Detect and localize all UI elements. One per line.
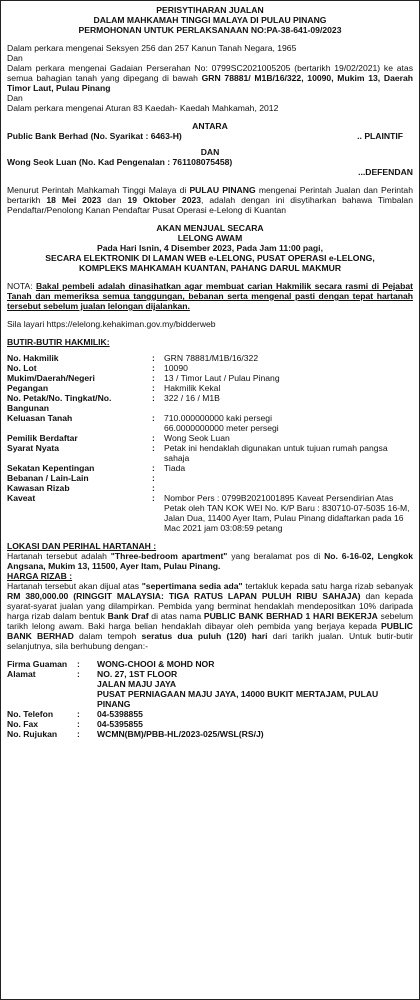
hakmilik-row-separator: : — [152, 373, 155, 383]
firm-row-label: Firma Guaman — [7, 659, 68, 669]
hakmilik-row-separator: : — [152, 443, 155, 453]
hakmilik-row-label: Syarat Nyata — [7, 443, 60, 453]
plaintiff-row — [7, 131, 413, 141]
hakmilik-row-separator: : — [152, 393, 155, 403]
hakmilik-row-value: 322 / 16 / M1B — [164, 393, 220, 403]
auction-line-1: AKAN MENJUAL SECARA — [156, 223, 264, 233]
title-reference: GRN 78881/ M1B/16/322, 10090, Mukim 13, Daerah Timor Laut, Pulau Pinang — [7, 73, 413, 93]
hakmilik-row — [7, 483, 413, 493]
firm-row — [7, 719, 413, 729]
hakmilik-row-value: Nombor Pers : 0799B2021001895 Kaveat Persendirian Atas Petak oleh TAN KOK WEI No. K/P Baru : 830710-07-5035 16-M, Jalan Dua, 11400 Ayer Itam, Pulau Pinang didaftarkan pada 16 Mac 2021 jam 03:08:59 petang — [164, 493, 410, 533]
defendant-role: ...DEFENDAN — [358, 167, 413, 177]
hakmilik-heading: BUTIR-BUTIR HAKMILIK: — [7, 337, 110, 347]
firm-row-separator — [77, 689, 97, 709]
dan-label: DAN — [200, 147, 220, 157]
firm-row-value: NO. 27, 1ST FLOOR — [97, 669, 178, 679]
lokasi-heading: LOKASI DAN PERIHAL HARTANAH : — [7, 541, 157, 551]
hakmilik-row-separator: : — [152, 473, 155, 483]
harga-heading: HARGA RIZAB : — [7, 571, 73, 581]
hakmilik-row-label: Kawasan Rizab — [7, 483, 70, 493]
antara-label: ANTARA — [192, 121, 228, 131]
firm-row-value: 04-5395855 — [97, 719, 143, 729]
hakmilik-row — [7, 473, 413, 483]
hakmilik-row — [7, 413, 413, 433]
hakmilik-row-separator: : — [152, 383, 155, 393]
hakmilik-row-value — [164, 473, 413, 483]
firm-row-value: JALAN MAJU JAYA — [97, 679, 177, 689]
firm-row-separator: : — [77, 659, 80, 669]
hakmilik-row-label: No. Hakmilik — [7, 353, 59, 363]
firm-row-value: WCMN(BM)/PBB-HL/2023-025/WSL(RS/J) — [97, 729, 264, 739]
hakmilik-row-label: Kaveat — [7, 493, 36, 503]
auction-venue-1: SECARA ELEKTRONIK DI LAMAN WEB e-LELONG, PUSAT OPERASI e-LELONG, — [45, 253, 375, 263]
firm-row — [7, 689, 413, 709]
hakmilik-row-label: Keluasan Tanah — [7, 413, 73, 423]
firm-row-label: No. Fax — [7, 719, 39, 729]
firm-table — [7, 659, 413, 739]
hakmilik-row-value: GRN 78881/M1B/16/322 — [164, 353, 259, 363]
nota-text: Bakal pembeli adalah dinasihatkan agar membuat carian Hakmilik secara rasmi di Pejabat Tanah dan memeriksa semua tanggungan, bebanan serta mengenal pasti dengan tepat hartanah tersebut sebelum jualan lelongan dijalankan. — [7, 281, 413, 311]
auction-date: Pada Hari Isnin, 4 Disember 2023, Pada Jam 11:00 pagi, — [97, 243, 323, 253]
hakmilik-row — [7, 393, 413, 413]
lokasi-paragraph: Hartanah tersebut adalah "Three-bedroom apartment" yang beralamat pos di No. 6-16-02, Lengkok Angsana, Mukim 13, 11500, Ayer Itam, Pulau Pinang. — [7, 551, 414, 571]
firm-row-value: 04-5398855 — [97, 709, 143, 719]
firm-row-value: PUSAT PERNIAGAAN MAJU JAYA, 14000 BUKIT MERTAJAM, PULAU PINANG — [97, 689, 379, 709]
plaintiff-role: .. PLAINTIF — [357, 131, 403, 141]
hakmilik-row — [7, 373, 413, 383]
firm-row-label — [7, 689, 77, 709]
hakmilik-row-value: 710.000000000 kaki persegi 66.0000000000 meter persegi — [164, 413, 279, 433]
hakmilik-row — [7, 493, 413, 533]
defendant-name: Wong Seok Luan (No. Kad Pengenalan : 761108075458) — [7, 157, 233, 167]
hakmilik-row — [7, 383, 413, 393]
firm-row-separator — [77, 679, 97, 689]
preamble-seksyen: Dalam perkara mengenai Seksyen 256 dan 257 Kanun Tanah Negara, 1965 — [7, 43, 297, 53]
hakmilik-row — [7, 353, 413, 363]
firm-row-label: No. Rujukan — [7, 729, 58, 739]
court-order-paragraph: Menurut Perintah Mahkamah Tinggi Malaya di PULAU PINANG mengenai Perintah Jualan dan Perintah bertarikh 18 Mei 2023 dan 19 Oktober 2023, adalah dengan ini disytiharkan bahawa Timbalan Pendaftar/Penolong Kanan Pendaftar Pusat Operasi e-Lelong di Kuantan — [7, 185, 413, 215]
hakmilik-row-value: Wong Seok Luan — [164, 433, 230, 443]
preamble-dan-2: Dan — [7, 93, 23, 103]
firm-row — [7, 679, 413, 689]
hakmilik-row-separator: : — [152, 353, 155, 363]
hakmilik-row-value: 13 / Timor Laut / Pulau Pinang — [164, 373, 280, 383]
court-name: DALAM MAHKAMAH TINGGI MALAYA DI PULAU PINANG — [93, 15, 327, 25]
harga-paragraph: Hartanah tersebut akan dijual atas "sepertimana sedia ada" tertakluk kepada satu harga rizab sebanyak RM 380,000.00 (RINGGIT MALAYSIA: TIGA RATUS LAPAN PULUH RIBU SAHAJA) dan kepada syarat-syarat jualan yang dilampirkan. Pembida yang berminat hendaklah mendepositkan 10% daripada harga rizab dalam bentuk Bank Draf di atas nama PUBLIC BANK BERHAD 1 HARI BEKERJA sebelum tarikh lelong awam. Baki harga belian hendaklah dibayar oleh pembida yang berjaya kepada PUBLIC BANK BERHAD dalam tempoh seratus dua puluh (120) hari dari tarikh jualan. Untuk butir-butir selanjutnya, sila berhubung dengan:- — [7, 581, 414, 651]
hakmilik-row-value: Tiada — [164, 463, 186, 473]
firm-row-separator: : — [77, 709, 80, 719]
hakmilik-row-label: Mukim/Daerah/Negeri — [7, 373, 95, 383]
firm-row — [7, 669, 413, 679]
hakmilik-row-separator: : — [152, 413, 155, 423]
hakmilik-row — [7, 433, 413, 443]
firm-row-label — [7, 679, 77, 689]
hakmilik-row — [7, 443, 413, 463]
hakmilik-row-value: Hakmilik Kekal — [164, 383, 221, 393]
auction-venue-2: KOMPLEKS MAHKAMAH KUANTAN, PAHANG DARUL MAKMUR — [78, 263, 342, 273]
hakmilik-row — [7, 363, 413, 373]
website-note: Sila layari https://elelong.kehakiman.gov.my/bidderweb — [7, 319, 216, 329]
hakmilik-row-separator: : — [152, 483, 155, 493]
hakmilik-row-separator: : — [152, 493, 155, 503]
hakmilik-row-label: No. Petak/No. Tingkat/No. Bangunan — [7, 393, 112, 413]
hakmilik-row-separator: : — [152, 433, 155, 443]
firm-row-label: Alamat — [7, 669, 36, 679]
nota-paragraph: NOTA: Bakal pembeli adalah dinasihatkan agar membuat carian Hakmilik secara rasmi di Pejabat Tanah dan memeriksa semua tanggungan, bebanan serta mengenal pasti dengan tepat hartanah tersebut sebelum jualan lelongan dijalankan. — [7, 281, 413, 311]
hakmilik-row-label: Pemilik Berdaftar — [7, 433, 78, 443]
firm-row — [7, 709, 413, 719]
preamble-gadaian: Dalam perkara mengenai Gadaian Perserahan No: 0799SC2021005205 (bertarikh 19/02/2021) ke atas semua bahagian tanah yang dipegang di bawah GRN 78881/ M1B/16/322, 10090, Mukim 13, Daerah Timor Laut, Pulau Pinang — [7, 63, 413, 93]
firm-row — [7, 659, 413, 669]
hakmilik-row-separator: : — [152, 463, 155, 473]
notice-title: PERISYTIHARAN JUALAN — [156, 5, 264, 15]
hakmilik-row-separator: : — [152, 363, 155, 373]
firm-row-separator: : — [77, 729, 80, 739]
auction-line-2: LELONG AWAM — [177, 233, 243, 243]
firm-row-separator: : — [77, 669, 80, 679]
firm-row-separator: : — [77, 719, 80, 729]
hakmilik-row-label: Bebanan / Lain-Lain — [7, 473, 89, 483]
preamble-aturan: Dalam perkara mengenai Aturan 83 Kaedah- Kaedah Mahkamah, 2012 — [7, 103, 279, 113]
hakmilik-row-label: Pegangan — [7, 383, 49, 393]
hakmilik-table — [7, 353, 413, 533]
hakmilik-row-value — [164, 483, 413, 493]
hakmilik-row-value: 10090 — [164, 363, 188, 373]
firm-row-label: No. Telefon — [7, 709, 54, 719]
hakmilik-row-label: No. Lot — [7, 363, 37, 373]
application-number: PERMOHONAN UNTUK PERLAKSANAAN NO:PA-38-641-09/2023 — [78, 25, 342, 35]
plaintiff-name: Public Bank Berhad (No. Syarikat : 6463-H) — [7, 131, 182, 141]
hakmilik-row — [7, 463, 413, 473]
hakmilik-row-value: Petak ini hendaklah digunakan untuk tujuan rumah pangsa sahaja — [164, 443, 388, 463]
firm-row — [7, 729, 413, 739]
preamble-dan-1: Dan — [7, 53, 23, 63]
hakmilik-row-label: Sekatan Kepentingan — [7, 463, 95, 473]
firm-row-value: WONG-CHOOI & MOHD NOR — [97, 659, 215, 669]
